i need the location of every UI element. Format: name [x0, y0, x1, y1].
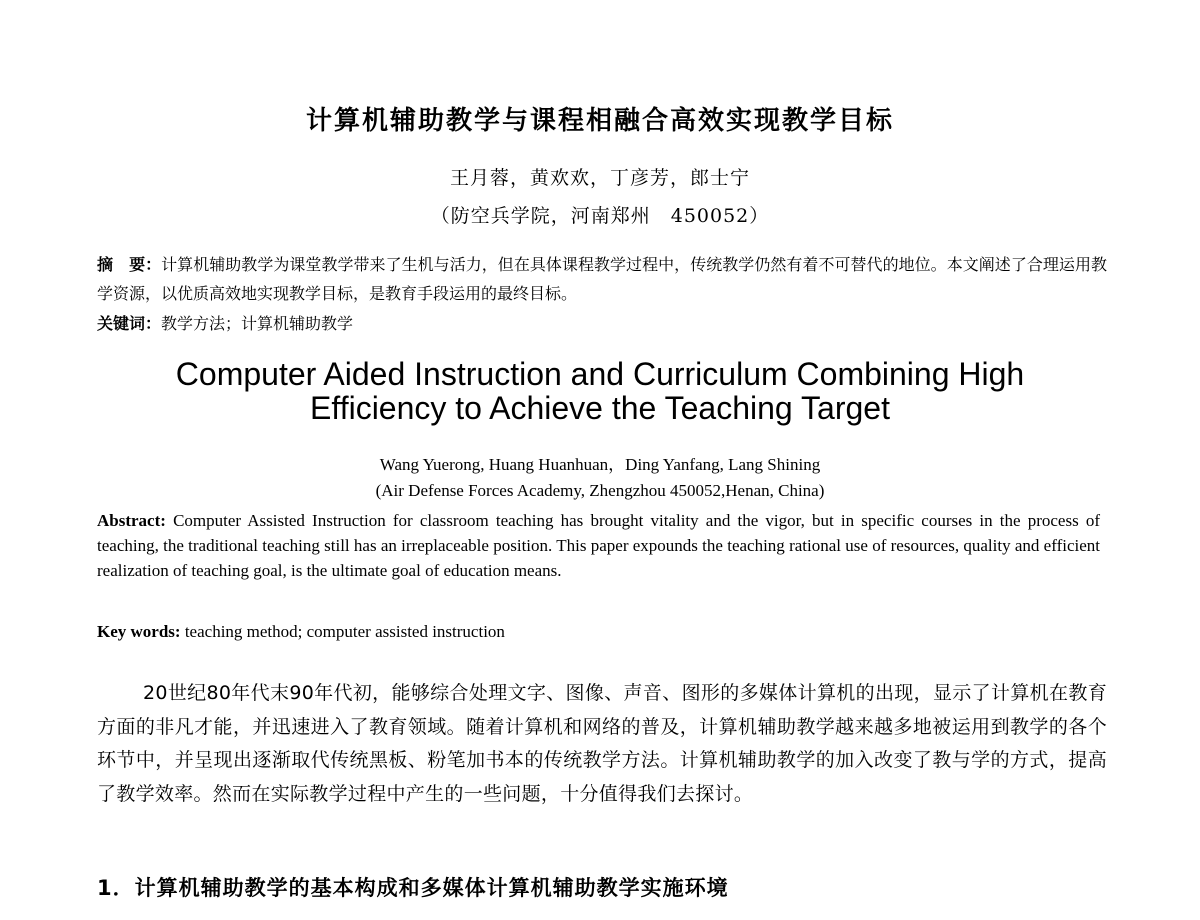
section-1-heading: 1．计算机辅助教学的基本构成和多媒体计算机辅助教学实施环境: [97, 876, 729, 900]
english-keywords: [97, 619, 1100, 644]
chinese-affiliation: （防空兵学院，河南郑州 450052）: [430, 205, 770, 227]
english-keywords-text: teaching method; computer assisted instruction: [180, 622, 505, 641]
chinese-keywords-label: 关键词：: [97, 314, 162, 333]
english-title-line-1: Computer Aided Instruction and Curriculum Combining High: [175, 356, 1025, 392]
chinese-abstract-label: 摘 要：: [97, 255, 162, 274]
chinese-keywords: [97, 310, 1107, 338]
english-title: [0, 357, 1200, 425]
chinese-abstract: [97, 250, 1107, 308]
english-keywords-label: Key words:: [97, 622, 181, 641]
chinese-title: 计算机辅助教学与课程相融合高效实现教学目标: [305, 106, 894, 136]
chinese-keywords-text: 教学方法；计算机辅助教学: [161, 314, 354, 333]
chinese-abstract-text: 计算机辅助教学为课堂教学带来了生机与活力，但在具体课程教学过程中，传统教学仍然有着不可替代的地位。本文阐述了合理运用教学资源，以优质高效地实现教学目标，是教育手段运用的最终目标。: [97, 255, 1107, 303]
english-authors: Wang Yuerong, Huang Huanhuan，Ding Yanfang, Lang Shining: [379, 455, 821, 474]
english-abstract-label: Abstract:: [97, 511, 166, 530]
english-affiliation: (Air Defense Forces Academy, Zhengzhou 450052,Henan, China): [375, 481, 825, 500]
english-abstract: [97, 508, 1100, 583]
english-title-line-2: Efficiency to Achieve the Teaching Target: [310, 390, 890, 426]
chinese-authors: 王月蓉，黄欢欢，丁彦芳，郎士宁: [449, 167, 750, 189]
body-paragraph: 20世纪80年代末90年代初，能够综合处理文字、图像、声音、图形的多媒体计算机的出现，显示了计算机在教育方面的非凡才能，并迅速进入了教育领域。随着计算机和网络的普及，计算机辅助教学越来越多地被运用到教学的各个环节中，并呈现出逐渐取代传统黑板、粉笔加书本的传统教学方法。计算机辅助教学的加入改变了教与学的方式，提高了教学效率。然而在实际教学过程中产生的一些问题，十分值得我们去探讨。: [97, 682, 1107, 805]
english-abstract-text: Computer Assisted Instruction for classroom teaching has brought vitality and the vigor, but in specific courses in the process of teaching, the traditional teaching still has an irreplaceable position. This paper expounds the teaching rational use of resources, quality and efficient realization of teaching goal, is the ultimate goal of education means.: [97, 511, 1100, 580]
